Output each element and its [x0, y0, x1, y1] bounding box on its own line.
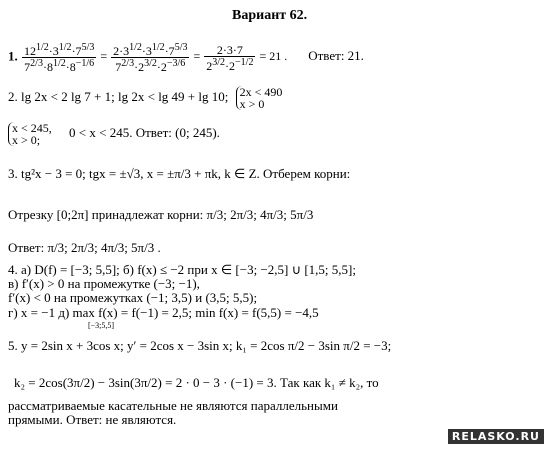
task3-line1: 3. tg²x − 3 = 0; tgx = ±√3, x = ±π/3 + πk, k ∈ Z. Отберем корни:	[8, 166, 351, 181]
page-title: Вариант 62.	[232, 8, 308, 23]
task4-line1: 4. а) D(f) = [−3; 5,5]; б) f(x) ≤ −2 при x ∈ [−3; −2,5] ∪ [1,5; 5,5];	[8, 262, 356, 277]
task4-line3: f′(x) < 0 на промежутках (−1; 3,5) и (3,5; 5,5);	[8, 290, 258, 305]
task1-line	[8, 42, 364, 73]
task4-range-label: [−3;5,5]	[88, 321, 115, 330]
task4-line4: г) x = −1 д) max f(x) = f(−1) = 2,5; min f(x) = f(5,5) = −4,5	[8, 305, 319, 320]
task5-line3: рассматриваемые касательные не являются параллельными	[8, 398, 338, 413]
task1-answer: Ответ: 21.	[308, 48, 364, 64]
task5-line2: k₂ = 2cos(3π/2) − 3sin(3π/2) = 2 · 0 − 3 · (−1) = 3. Так как k₁ ≠ k₂, то	[14, 375, 379, 390]
watermark: RELASKO.RU	[448, 429, 544, 444]
task2-line1: 2. lg 2x < 2 lg 7 + 1; lg 2x < lg 49 + lg 10; 2x < 490 x > 0	[8, 85, 283, 111]
task1-number: 1.	[8, 48, 18, 64]
task2-system2: x < 245, x > 0;	[8, 122, 52, 146]
task3-line3: Ответ: π/3; 2π/3; 4π/3; 5π/3 .	[8, 240, 161, 255]
task2-system1: 2x < 490 x > 0	[236, 86, 283, 110]
task1-expression: $\frac{12^{1/2}\cdot 3^{1/2}\cdot 7^{5/3}}{7^{2/3}\cdot 8^{1/2}\cdot 8^{-1/6}}$ = $\frac{2\cdot 3^{1/2}\cdot 3^{1/2}\cdot 7^{5/3}}{7^{2/3}\cdot 2^{3/2}\cdot 2^{-3/6}}$ = $\frac{2\cdot 3\cdot 7}{2^{3/2}\cdot 2^{-1/2}}$ = 21 .	[24, 42, 291, 74]
task5-line4: прямыми. Ответ: не являются.	[8, 412, 177, 427]
task4-line2: в) f′(x) > 0 на промежутке (−3; −1),	[8, 276, 200, 291]
task5-line1: 5. y = 2sin x + 3cos x; y′ = 2cos x − 3sin x; k₁ = 2cos π/2 − 3sin π/2 = −3;	[8, 338, 392, 353]
task3-line2: Отрезку [0;2π] принадлежат корни: π/3; 2π/3; 4π/3; 5π/3	[8, 207, 314, 222]
task2-line2: x < 245, x > 0; 0 < x < 245. Ответ: (0; 245).	[8, 122, 220, 146]
